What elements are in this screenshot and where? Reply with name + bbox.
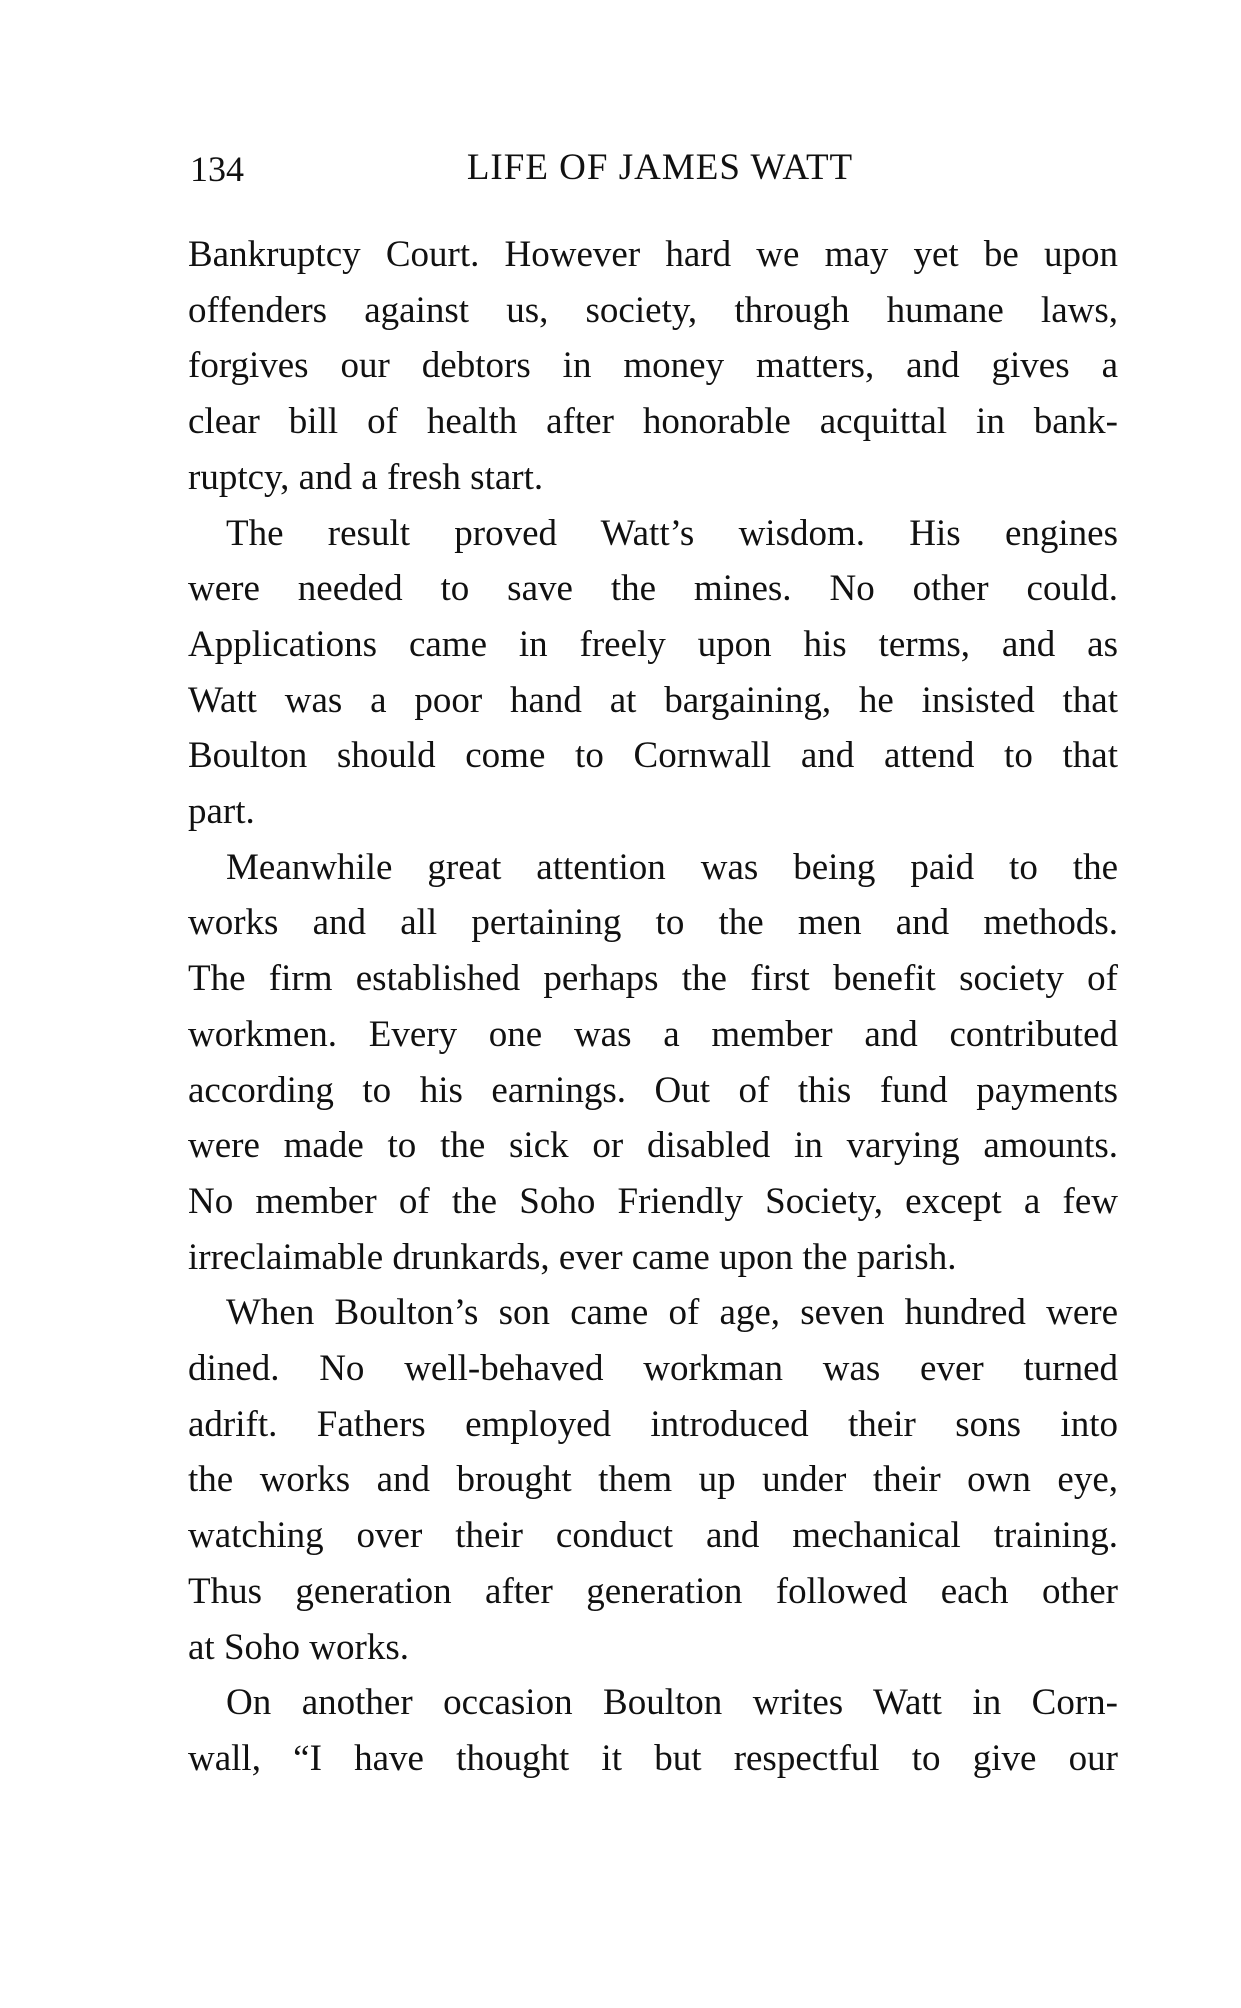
text-line: were needed to save the mines. No other could.	[188, 568, 1118, 610]
text-line: Applications came in freely upon his terms, and as	[188, 623, 1118, 665]
text-line: workmen. Every one was a member and contributed	[188, 1013, 1118, 1055]
text-line: Meanwhile great attention was being paid to the	[226, 846, 1118, 888]
text-line: works and all pertaining to the men and methods.	[188, 902, 1118, 944]
text-line: When Boulton’s son came of age, seven hundred were	[226, 1292, 1118, 1334]
text-line: Boulton should come to Cornwall and attend to that	[188, 735, 1118, 777]
text-line: at Soho works.	[188, 1626, 409, 1668]
text-line: On another occasion Boulton writes Watt in Corn-	[226, 1682, 1118, 1724]
text-line: Watt was a poor hand at bargaining, he insisted that	[188, 679, 1118, 721]
text-line: adrift. Fathers employed introduced their sons into	[188, 1403, 1118, 1445]
text-line: Bankruptcy Court. However hard we may yet be upon	[188, 234, 1118, 275]
text-line: The result proved Watt’s wisdom. His engines	[226, 512, 1118, 554]
text-line: No member of the Soho Friendly Society, except a few	[188, 1180, 1118, 1222]
text-line: according to his earnings. Out of this fund payments	[188, 1069, 1118, 1111]
text-line: were made to the sick or disabled in varying amounts.	[188, 1125, 1118, 1167]
text-line: offenders against us, society, through humane laws,	[188, 289, 1118, 331]
text-line: dined. No well-behaved workman was ever turned	[188, 1348, 1118, 1389]
running-head: LIFE OF JAMES WATT	[466, 147, 854, 188]
text-line: the works and brought them up under their own eye,	[188, 1459, 1118, 1501]
text-line: irreclaimable drunkards, ever came upon the parish.	[188, 1236, 957, 1278]
text-line: Thus generation after generation followed each other	[188, 1570, 1118, 1612]
text-line: wall, “I have thought it but respectful to give our	[188, 1737, 1118, 1779]
text-line: The firm established perhaps the first benefit society of	[188, 958, 1118, 1000]
page-number: 134	[190, 149, 244, 189]
text-line: forgives our debtors in money matters, and gives a	[188, 345, 1118, 387]
text-line: clear bill of health after honorable acquittal in bank-	[188, 401, 1118, 443]
text-line: ruptcy, and a fresh start.	[188, 456, 544, 498]
text-line: part.	[188, 791, 255, 832]
text-line: watching over their conduct and mechanical training.	[188, 1515, 1118, 1557]
